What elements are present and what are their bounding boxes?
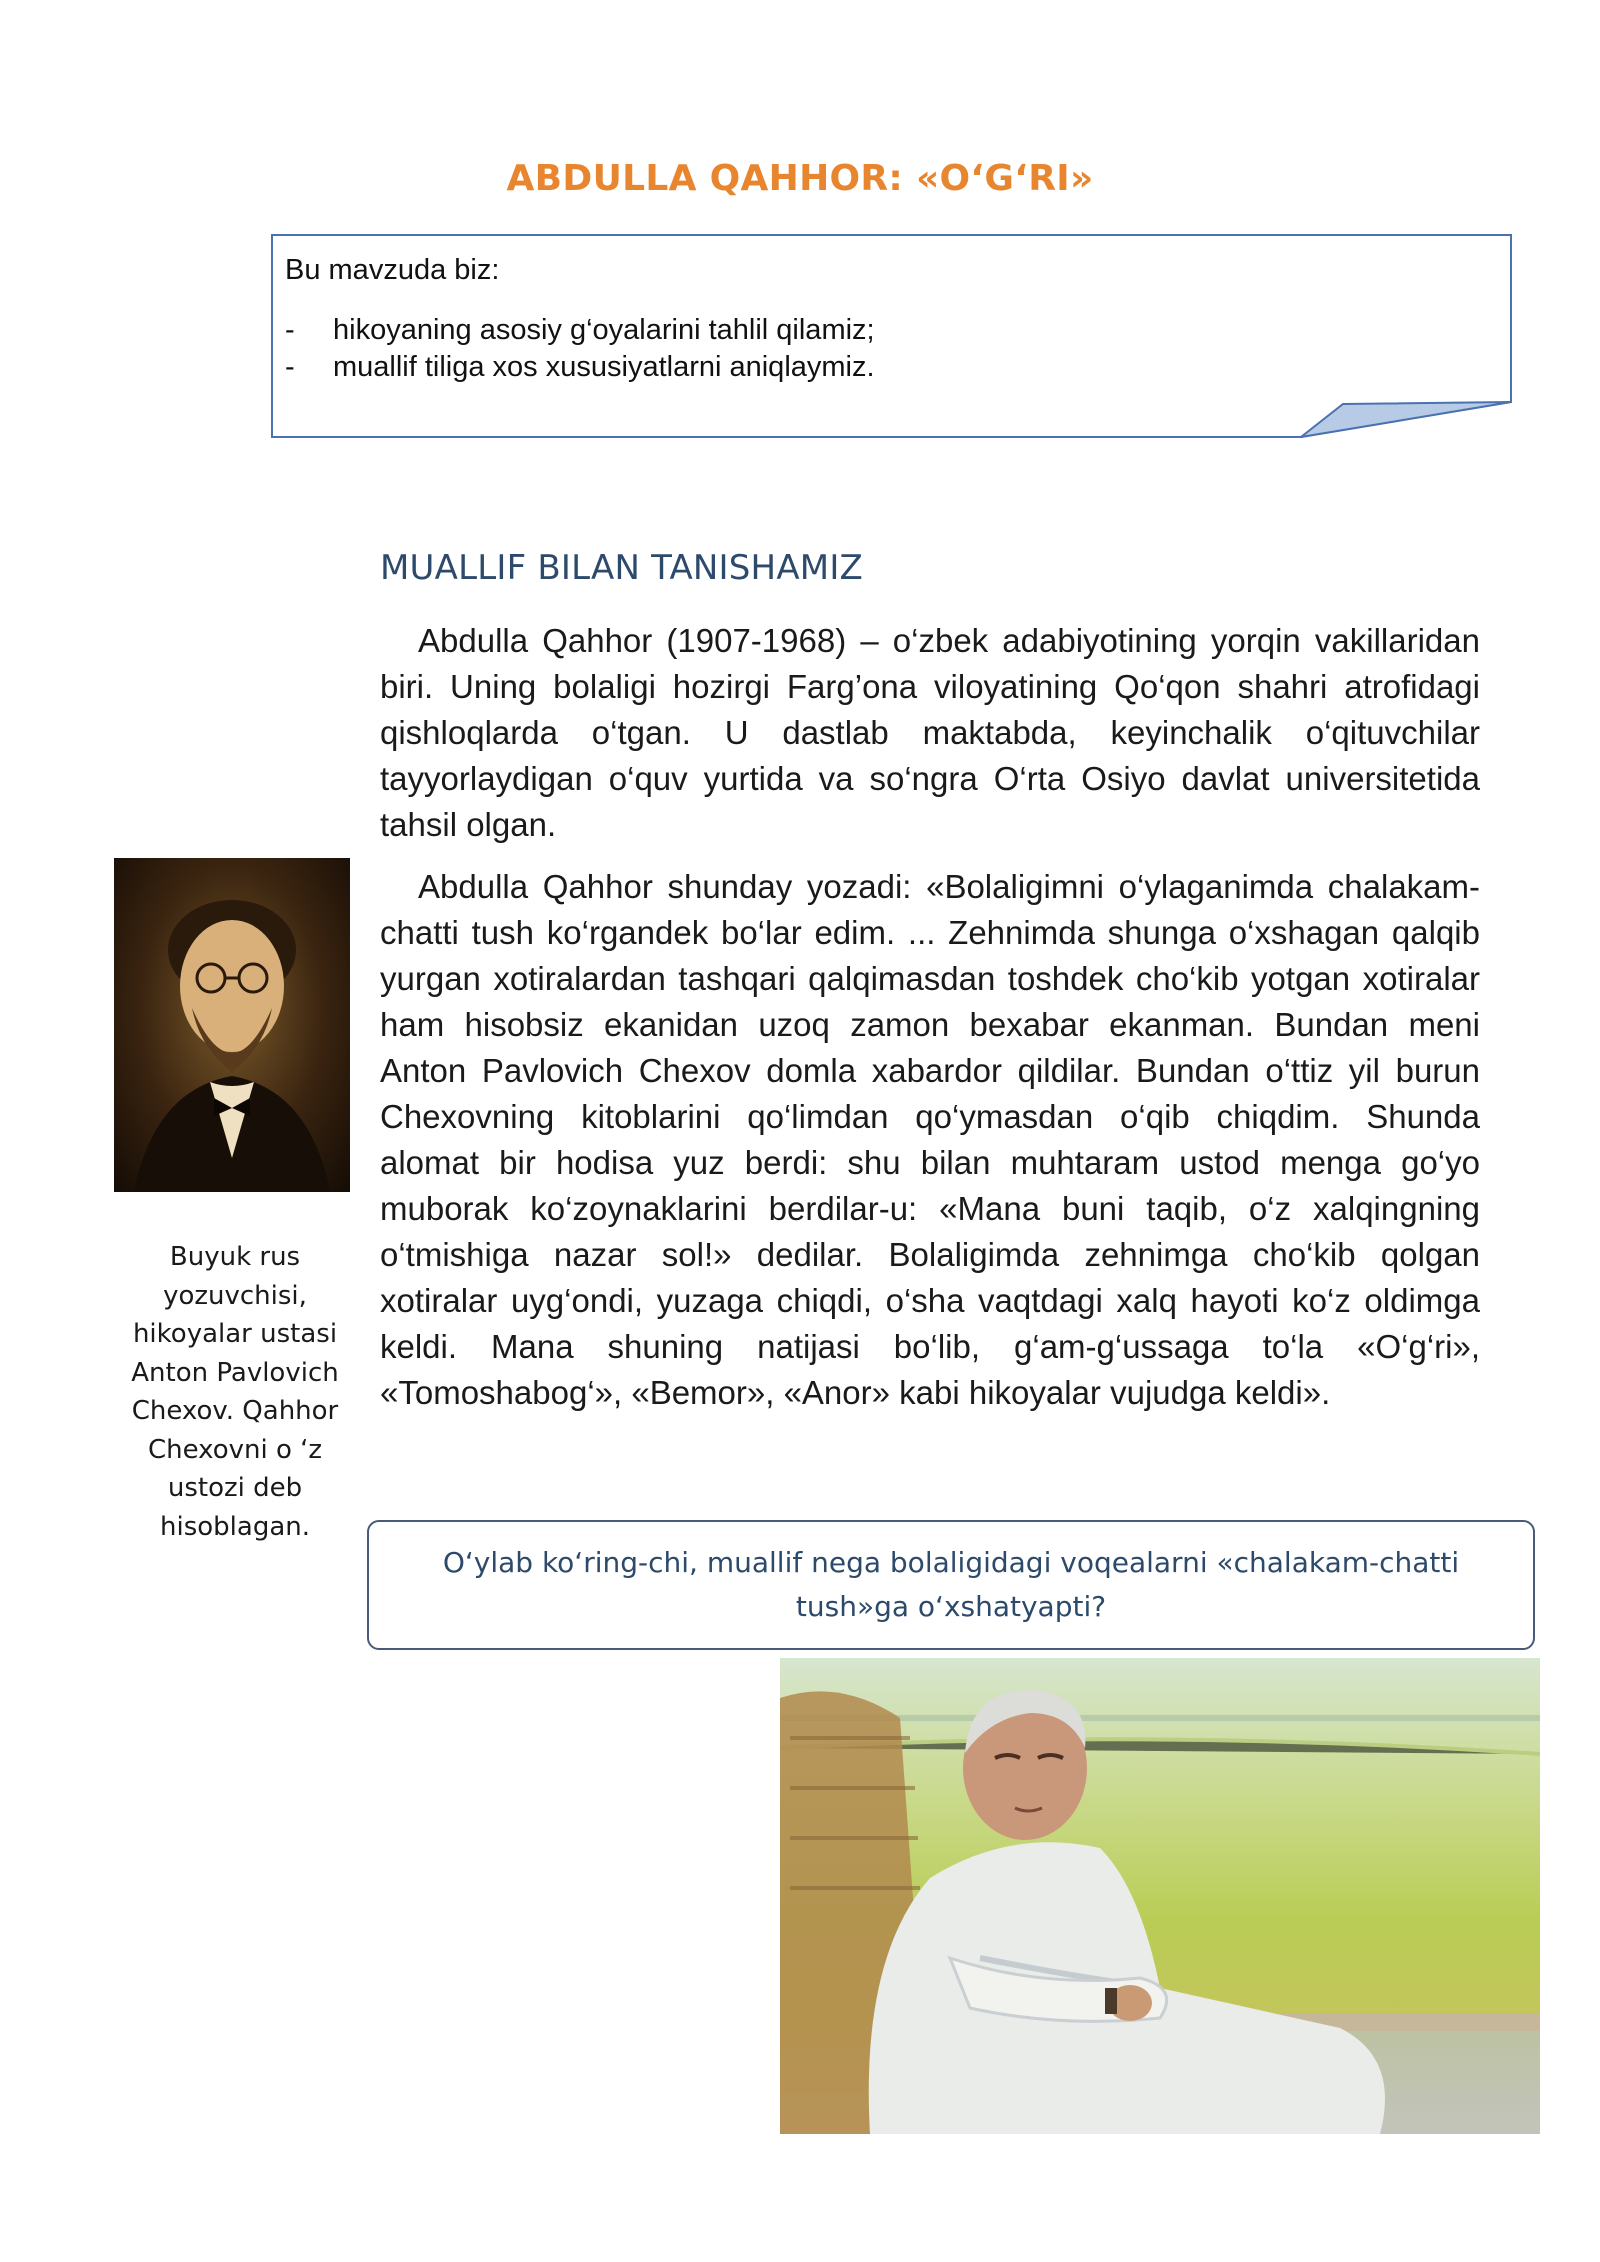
paragraph-intro: Abdulla Qahhor (1907-1968) – o‘zbek adabiyotining yorqin vakillaridan biri. Uning bolaligi hozirgi Farg’ona viloyatining Qo‘qon shahri atrofidagi qishloqlarda o‘tgan. U dastlab maktabda, keyinchalik o‘qituvchilar tayyorlaydigan o‘quv yurtida va so‘ngra O‘rta Osiyo davlat universitetida tahsil olgan. <box>380 622 1480 843</box>
qahhor-painting-image <box>780 1658 1540 2134</box>
objectives-intro: Bu mavzuda biz: <box>285 254 500 286</box>
objectives-box <box>271 234 1513 440</box>
chekhov-portrait-image <box>114 858 350 1192</box>
question-box <box>367 1520 1535 1650</box>
portrait-caption: Buyuk rus yozuvchisi, hikoyalar ustasi Anton Pavlovich Chexov. Qahhor Chexovni o ‘z ustozi deb hisoblagan. <box>131 1242 339 1542</box>
section-heading: MUALLIF BILAN TANISHAMIZ <box>380 548 864 588</box>
objective-item: - muallif tiliga xos xususiyatlarni aniqlaymiz. <box>285 349 875 386</box>
question-text: O‘ylab ko‘ring-chi, muallif nega bolaligidagi voqealarni «chalakam-chatti tush»ga o‘xshatyapti? <box>442 1546 1460 1623</box>
paragraph-quote: Abdulla Qahhor shunday yozadi: «Bolaligimni o‘ylaganimda chalakam-chatti tush ko‘rgandek bo‘lar edim. ... Zehnimda shunga o‘xshagan qalqib yurgan xotiralardan tashqari qalqimasdan toshdek cho‘kib yotgan xotiralar ham hisobsiz ekanidan uzoq zamon bexabar ekanman. Bundan meni Anton Pavlovich Chexov domla xabardor qildilar. Bundan o‘ttiz yil burun Chexovning kitoblarini qo‘limdan qo‘ymasdan o‘qib chiqdim. Shunda alomat bir hodisa yuz berdi: shu bilan muhtaram ustod menga go‘yo muborak ko‘zoynaklarini berdilar-u: «Mana buni taqib, o‘z xalqingning o‘tmishiga nazar sol!» dedilar. Bolaligimda zehnimga cho‘kib qolgan xotiralar uyg‘ondi, yuzaga chiqdi, o‘sha vaqtdagi xalq hayoti ko‘z oldimga keldi. Mana shuning natijasi bo‘lib, g‘am-g‘ussaga to‘la «O‘g‘ri», «Tomoshabog‘», «Bemor», «Anor» kabi hikoyalar vujudga keldi». <box>380 868 1480 1411</box>
page-title: ABDULLA QAHHOR: «O‘G‘RI» <box>506 158 1094 199</box>
objective-item: - hikoyaning asosiy g‘oyalarini tahlil qilamiz; <box>285 312 875 349</box>
bullet-dash: - <box>285 314 295 346</box>
bullet-dash: - <box>285 351 295 383</box>
objectives-list <box>285 312 875 386</box>
